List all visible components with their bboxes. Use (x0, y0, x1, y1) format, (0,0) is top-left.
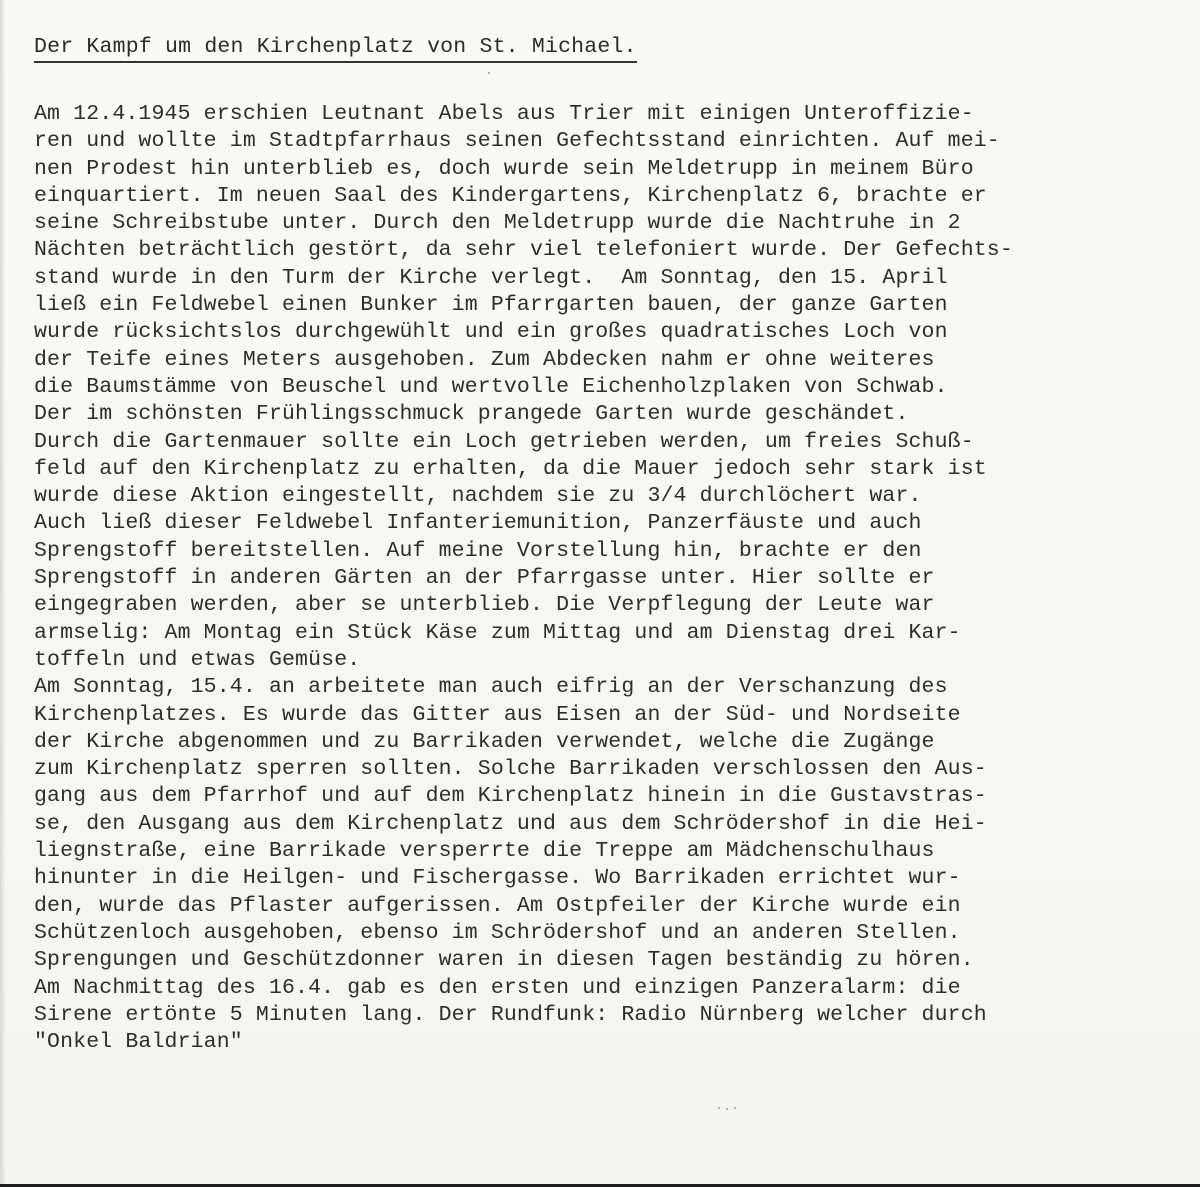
text-line: Sprengstoff bereitstellen. Auf meine Vorstellung hin, brachte er den (34, 538, 922, 563)
scan-speck (734, 1107, 736, 1109)
text-line: Durch die Gartenmauer sollte ein Loch getrieben werden, um freies Schuß- (34, 429, 974, 454)
text-line: ren und wollte im Stadtpfarrhaus seinen Gefechtsstand einrichten. Auf mei- (34, 129, 1000, 154)
text-line: Auch ließ dieser Feldwebel Infanteriemunition, Panzerfäuste und auch (34, 511, 922, 536)
text-line: ließ ein Feldwebel einen Bunker im Pfarrgarten bauen, der ganze Garten (34, 293, 948, 318)
text-line: den, wurde das Pflaster aufgerissen. Am Ostpfeiler der Kirche wurde ein (34, 893, 961, 918)
text-line: zum Kirchenplatz sperren sollten. Solche Barrikaden verschlossen den Aus- (34, 757, 987, 782)
scan-speck (718, 1107, 720, 1109)
document-body (34, 101, 1174, 1056)
text-line: stand wurde in den Turm der Kirche verlegt. Am Sonntag, den 15. April (34, 265, 948, 290)
document-title: Der Kampf um den Kirchenplatz von St. Michael. (34, 34, 637, 63)
text-line: Am 12.4.1945 erschien Leutnant Abels aus Trier mit einigen Unteroffizie- (34, 102, 974, 126)
text-line: Am Sonntag, 15.4. an arbeitete man auch eifrig an der Verschanzung des (34, 675, 948, 700)
text-line: "Onkel Baldrian" (34, 1030, 243, 1055)
text-line: Sprengstoff in anderen Gärten an der Pfarrgasse unter. Hier sollte er (34, 566, 935, 591)
text-line: seine Schreibstube unter. Durch den Meldetrupp wurde die Nachtruhe in 2 (34, 211, 961, 236)
text-line: hinunter in die Heilgen- und Fischergasse. Wo Barrikaden errichtet wur- (34, 866, 961, 891)
text-line: nen Prodest hin unterblieb es, doch wurde sein Meldetrupp in meinem Büro (34, 156, 974, 181)
text-line: Sirene ertönte 5 Minuten lang. Der Rundfunk: Radio Nürnberg welcher durch (34, 1002, 987, 1027)
text-line: einquartiert. Im neuen Saal des Kindergartens, Kirchenplatz 6, brachte er (34, 183, 987, 208)
text-line: wurde diese Aktion eingestellt, nachdem sie zu 3/4 durchlöchert war. (34, 484, 922, 509)
text-line: liegnstraße, eine Barrikade versperrte die Treppe am Mädchenschulhaus (34, 839, 935, 864)
scan-shadow-left (0, 0, 6, 1187)
text-line: die Baumstämme von Beuschel und wertvolle Eichenholzplaken von Schwab. (34, 374, 948, 399)
text-line: Der im schönsten Frühlingsschmuck prangede Garten wurde geschändet. (34, 402, 909, 427)
text-line: Sprengungen und Geschützdonner waren in diesen Tagen beständig zu hören. (34, 948, 974, 973)
text-line: der Kirche abgenommen und zu Barrikaden verwendet, welche die Zugänge (34, 729, 935, 754)
text-line: feld auf den Kirchenplatz zu erhalten, da die Mauer jedoch sehr stark ist (34, 456, 987, 481)
scan-speck (488, 72, 490, 74)
text-line: gang aus dem Pfarrhof und auf dem Kirchenplatz hinein in die Gustavstras- (34, 784, 987, 809)
text-line: wurde rücksichtslos durchgewühlt und ein großes quadratisches Loch von (34, 320, 948, 345)
scan-speck (726, 1108, 728, 1110)
text-line: armselig: Am Montag ein Stück Käse zum Mittag und am Dienstag drei Kar- (34, 620, 961, 645)
text-line: Schützenloch ausgehoben, ebenso im Schrödershof und an anderen Stellen. (34, 920, 961, 945)
text-line: toffeln und etwas Gemüse. (34, 647, 361, 672)
text-line: se, den Ausgang aus dem Kirchenplatz und aus dem Schrödershof in die Hei- (34, 811, 987, 836)
text-line: Kirchenplatzes. Es wurde das Gitter aus Eisen an der Süd- und Nordseite (34, 702, 961, 727)
text-line: der Teife eines Meters ausgehoben. Zum Abdecken nahm er ohne weiteres (34, 347, 935, 372)
text-line: eingegraben werden, aber se unterblieb. Die Verpflegung der Leute war (34, 593, 935, 618)
text-line: Am Nachmittag des 16.4. gab es den ersten und einzigen Panzeralarm: die (34, 975, 961, 1000)
text-line: Nächten beträchtlich gestört, da sehr viel telefoniert wurde. Der Gefechts- (34, 238, 1013, 263)
